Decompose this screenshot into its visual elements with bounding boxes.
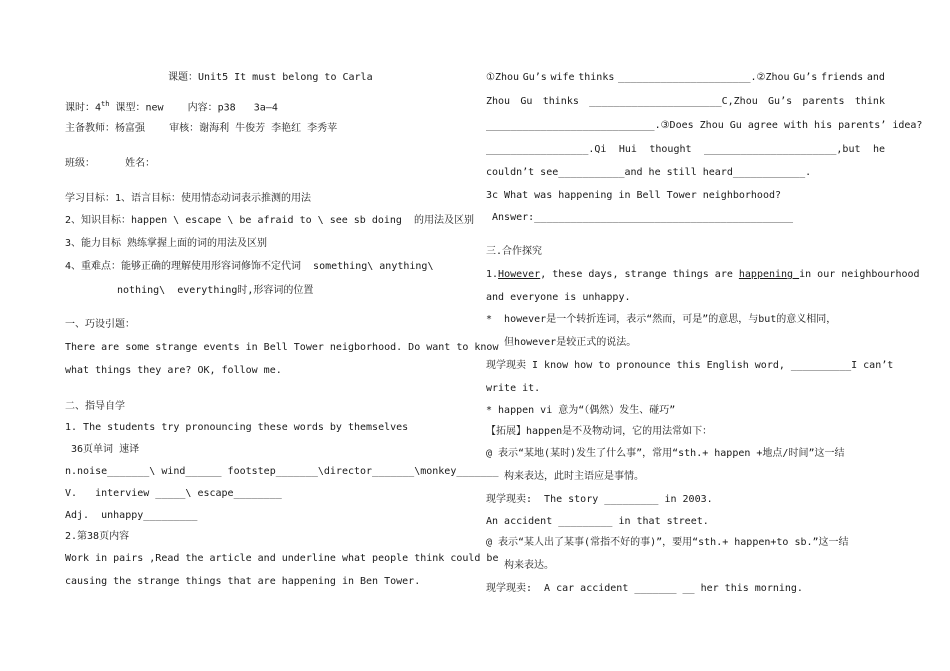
goal-key-points: 4、重难点：能够正确的理解使用形容词修饰不定代词 something\ anything\	[65, 261, 434, 272]
task-2-paragraph-1: Work in pairs ,Read the article and underline what people think could be	[65, 553, 499, 564]
underlined-however: However	[498, 269, 541, 280]
word: friends	[821, 72, 864, 83]
teacher-line: 主备教师：杨富强 审核：谢海利 牛俊芳 李艳红 李秀苹	[65, 123, 338, 134]
usage-1: @ 表示“某地(某时)发生了什么事”，常用“sth.+ happen +地点/时间”这一结	[486, 448, 845, 459]
question-line-5: couldn’t see___________and he still heard____________.	[486, 167, 812, 178]
goal-ability: 3、能力目标 熟练掌握上面的词的用法及区别	[65, 238, 268, 249]
question-line-4	[486, 143, 885, 156]
word: and	[866, 72, 885, 83]
class-name-line: 班级： 姓名：	[65, 158, 156, 169]
blank-word: ______________________,but	[703, 144, 861, 155]
item-number: 1.	[486, 269, 499, 280]
word: Gu’s	[522, 72, 547, 83]
lesson-period: 课时：4	[65, 102, 102, 114]
lesson-type-content: 课型：new 内容：p38 3a—4	[109, 102, 278, 114]
task-1-text: 1. The students try pronouncing these words by themselves	[65, 422, 409, 433]
happen-definition: * happen vi 意为“（偶然）发生、碰巧”	[486, 405, 676, 416]
lesson-title: 课题：Unit5 It must belong to Carla	[168, 72, 373, 83]
vocab-nouns: n.noise_______\ wind______ footstep_______\director_______\monkey_______	[65, 466, 499, 477]
practice-however: 现学现卖 I know how to pronounce this English word, __________I can’t	[486, 360, 894, 371]
intro-paragraph-1: There are some strange events in Bell Tower neigborhood. Do want to know	[65, 342, 499, 353]
word: he	[872, 144, 885, 155]
example-sentence-cont: and everyone is unhappy.	[486, 292, 631, 303]
word: Gu’s	[793, 72, 818, 83]
task-2-heading: 2.第38页内容	[65, 531, 130, 542]
question-line-3: ____________________________.③Does Zhou Gu agree with his parents’ idea?	[486, 120, 923, 131]
ordinal-suffix: th	[101, 100, 110, 108]
practice-1a: 现学现卖: The story _________ in 2003.	[486, 494, 713, 505]
usage-1-cont: 构来表达，此时主语应是事情。	[486, 471, 645, 482]
underlined-happening: happening	[738, 269, 800, 280]
blank-word: ______________________.②Zhou	[618, 72, 790, 83]
word: think	[854, 96, 885, 107]
however-note-cont: 但however是较正式的说法。	[486, 337, 637, 348]
intro-paragraph-2: what things they are? OK, follow me.	[65, 365, 282, 376]
practice-1b: An accident _________ in that street.	[486, 516, 709, 527]
answer-line: Answer:___________________________________________	[486, 212, 794, 223]
word: thinks	[578, 72, 615, 83]
usage-2: @ 表示“某人出了某事(常指不好的事)”，要用“sth.+ happen+to sb.”这一结	[486, 537, 849, 548]
practice-2: 现学现卖: A car accident _______ __ her this morning.	[486, 583, 803, 594]
usage-2-cont: 构来表达。	[486, 560, 555, 571]
sentence-part: in our neighbourhood	[799, 269, 920, 280]
goal-knowledge: 2、知识目标：happen \ escape \ be afraid to \ see sb doing 的用法及区别	[65, 215, 474, 226]
vocab-verbs: V. interview _____\ escape________	[65, 488, 282, 499]
question-3c: 3c What was happening in Bell Tower neighborhood?	[486, 190, 782, 201]
goal-key-points-cont: nothing\ everything时,形容词的位置	[117, 285, 314, 296]
word: Zhou	[486, 96, 511, 107]
word: thought	[649, 144, 692, 155]
goal-language: 学习目标：1、语言目标：使用情态动词表示推测的用法	[65, 193, 312, 204]
section-self-study-heading: 二、指导自学	[65, 401, 125, 412]
question-line-2	[486, 95, 885, 108]
word: Gu	[520, 96, 533, 107]
extension-heading: 【拓展】happen是不及物动词，它的用法常如下：	[486, 426, 713, 437]
section-cooperation-heading: 三.合作探究	[486, 246, 543, 257]
blank-word: ______________________C,Zhou	[589, 96, 758, 107]
vocab-adjectives: Adj. unhappy_________	[65, 510, 198, 521]
however-note: * however是一个转折连词，表示“然而，可是”的意思，与but的意义相同，	[486, 314, 837, 325]
vocab-heading: 36页单词 速译	[65, 444, 140, 455]
word: ①Zhou	[486, 72, 520, 83]
lesson-meta-line	[65, 98, 278, 114]
word: Hui	[618, 144, 637, 155]
practice-however-cont: write it.	[486, 383, 541, 394]
sentence-part: , these days, strange things are	[540, 269, 739, 280]
task-2-paragraph-2: causing the strange things that are happening in Ben Tower.	[65, 576, 421, 587]
word: thinks	[542, 96, 579, 107]
question-line-1	[486, 71, 885, 84]
blank-word: _________________.Qi	[486, 144, 607, 155]
word: Gu’s	[768, 96, 793, 107]
example-sentence	[486, 268, 920, 281]
word: parents	[802, 96, 845, 107]
word: wife	[550, 72, 575, 83]
section-intro-heading: 一、巧设引题：	[65, 319, 135, 330]
